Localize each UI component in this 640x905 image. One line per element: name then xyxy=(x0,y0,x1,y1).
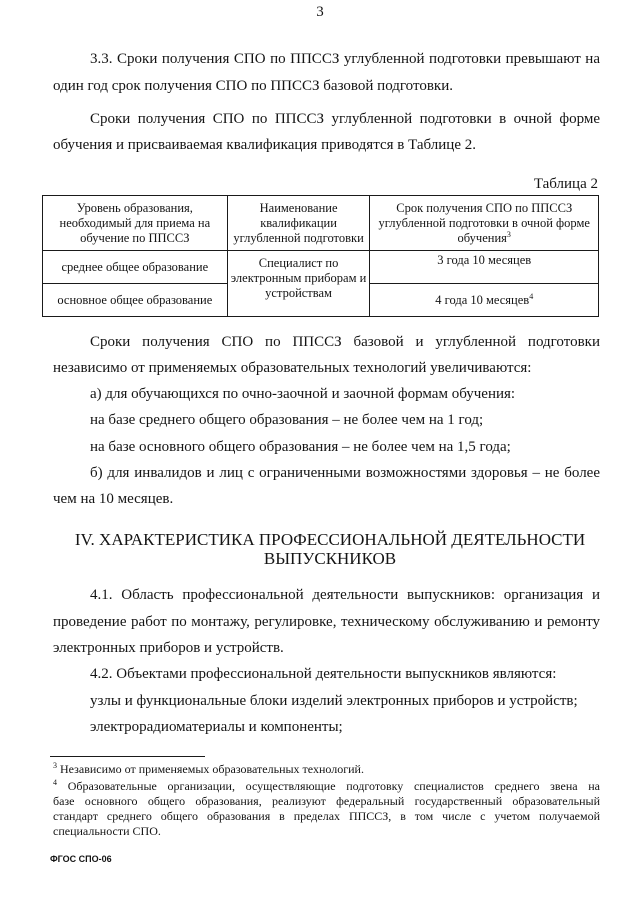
footnote-3: $^3$ Независимо от применяемых образовательных технологий. xyxy=(53,761,364,776)
table-row xyxy=(43,251,599,284)
duration-table xyxy=(42,195,599,317)
list-item-b-line-1: б) для инвалидов и лиц с ограниченными возможностями здоровья – не более xyxy=(90,465,600,481)
para-intro-line-1: Сроки получения СПО по ППССЗ углубленной подготовки в очной форме xyxy=(90,111,600,127)
para-4-1-line-2: проведение работ по монтажу, регулировке, техническому обслуживанию и ремонту xyxy=(53,614,600,630)
para-4-1-line-3: электронных приборов и устройств. xyxy=(53,640,284,656)
header-cell-term: Срок получения СПО по ППССЗ углубленной подготовки в очной форме обучения$^3$ xyxy=(370,196,599,251)
table-caption: Таблица 2 xyxy=(533,176,598,192)
list-item-object-1: узлы и функциональные блоки изделий электронных приборов и устройств; xyxy=(90,693,578,709)
cell-qualification: Специалист по электронным приборам и устройствам xyxy=(227,251,370,317)
footnote-4-line-3: стандарт среднего общего образования в пределах ППССЗ, в том числе с учетом получаемой xyxy=(53,809,600,823)
footnote-ref-4: 4 xyxy=(529,291,534,301)
header-cell-qualification: Наименование квалификации углубленной подготовки xyxy=(227,196,370,251)
list-item-object-2: электрорадиоматериалы и компоненты; xyxy=(90,719,343,735)
footnote-divider xyxy=(50,756,205,757)
cell-term: 3 года 10 месяцев xyxy=(370,251,599,284)
para-terms-line-1: Сроки получения СПО по ППССЗ базовой и углубленной подготовки xyxy=(90,334,600,350)
cell-education-level: среднее общее образование xyxy=(43,251,228,284)
cell-education-level: основное общее образование xyxy=(43,284,228,317)
list-item-b-line-2: чем на 10 месяцев. xyxy=(53,491,174,507)
para-4-2-line-1: 4.2. Объектами профессиональной деятельности выпускников являются: xyxy=(90,666,557,682)
cell-term: 4 года 10 месяцев$^4$ xyxy=(370,284,599,317)
para-3-3-line-2: один год срок получения СПО по ППССЗ базовой подготовки. xyxy=(53,78,453,94)
para-4-1-line-1: 4.1. Область профессиональной деятельности выпускников: организация и xyxy=(90,587,600,603)
list-item-a2: на базе основного общего образования – не более чем на 1,5 года; xyxy=(90,439,511,455)
para-terms-line-2: независимо от применяемых образовательных технологий увеличиваются: xyxy=(53,360,532,376)
list-item-a1: на базе среднего общего образования – не более чем на 1 год; xyxy=(90,412,484,428)
footnote-4-line-1: $^4$ Образовательные организации, осуществляющие подготовку специалистов среднего звена на xyxy=(53,778,601,793)
footnote-ref-3: 3 xyxy=(506,229,511,239)
para-intro-line-2: обучения и присваиваемая квалификация приводятся в Таблице 2. xyxy=(53,137,476,153)
table-header-row xyxy=(43,196,599,251)
footer-label: ФГОС СПО-06 xyxy=(50,854,112,864)
para-3-3-line-1: 3.3. Сроки получения СПО по ППССЗ углубленной подготовки превышают на xyxy=(90,51,600,67)
page-number: 3 xyxy=(316,4,324,20)
header-cell-education-level: Уровень образования, необходимый для приема на обучение по ППССЗ xyxy=(43,196,228,251)
list-item-a: а) для обучающихся по очно-заочной и заочной формам обучения: xyxy=(90,386,516,402)
footnote-4-line-4: специальности СПО. xyxy=(53,824,161,838)
section-heading-line-2: ВЫПУСКНИКОВ xyxy=(263,549,397,568)
section-heading-line-1: IV. ХАРАКТЕРИСТИКА ПРОФЕССИОНАЛЬНОЙ ДЕЯТЕЛЬНОСТИ xyxy=(74,530,586,549)
footnote-4-line-2: базе основного общего образования, реализуют федеральный государственный образовательный xyxy=(53,794,600,808)
